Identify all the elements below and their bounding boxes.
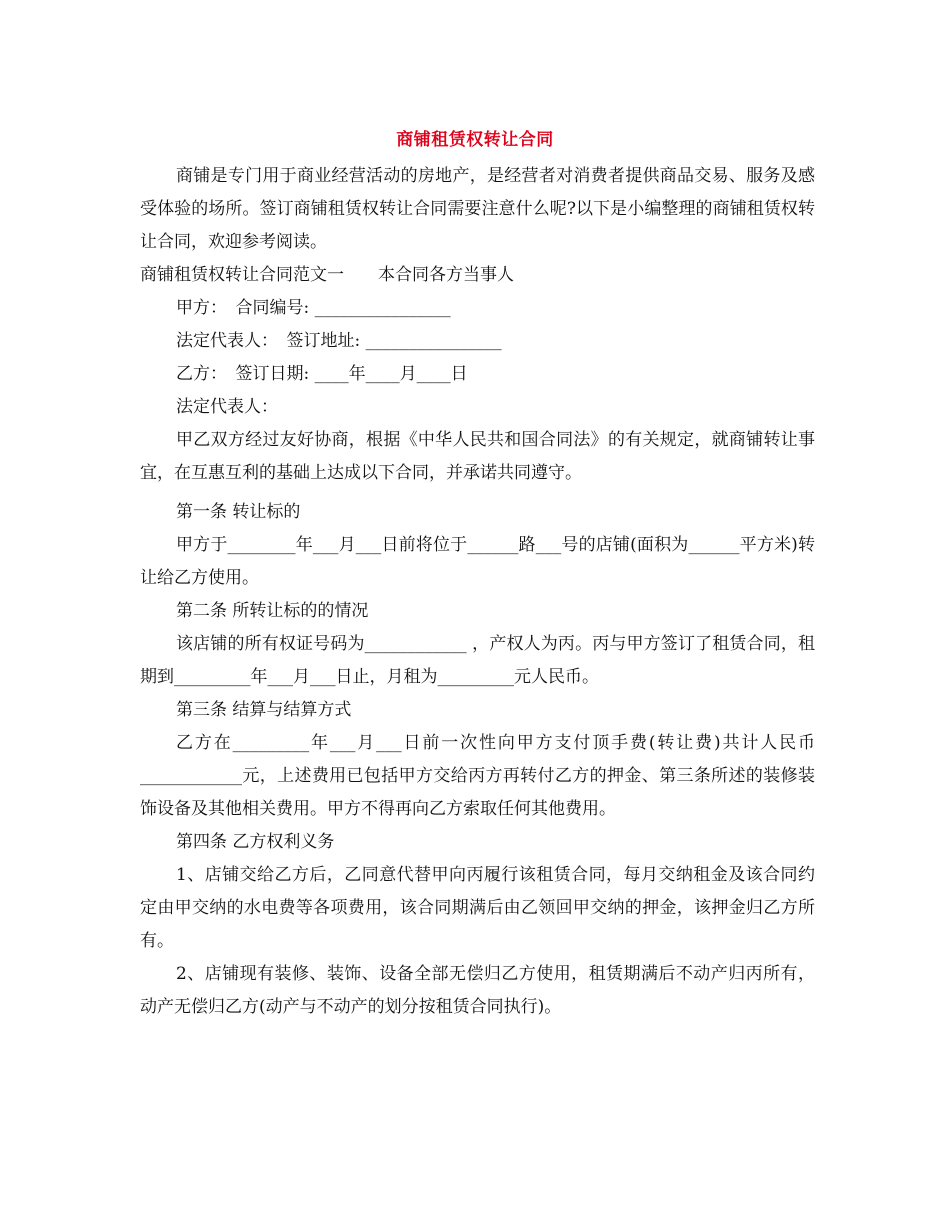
article-2-paragraph: 该店铺的所有权证号码为____________ ，产权人为丙。丙与甲方签订了租赁合同，租期到_________年___月___日止，月租为_________元人民币。 xyxy=(140,634,815,687)
document-body xyxy=(140,160,815,1024)
article-3-paragraph: 乙方在_________年___月___日前一次性向甲方支付顶手费(转让费)共计人民币____________元，上述费用已包括甲方交给丙方再转付乙方的押金、第三条所述的装修装饰设备及其他相关费用。甲方不得再向乙方索取任何其他费用。 xyxy=(140,733,815,819)
party-b-representative-line: 法定代表人： xyxy=(176,397,278,417)
article-4-heading: 第四条 乙方权利义务 xyxy=(176,832,335,852)
article-1-paragraph: 甲方于________年___月___日前将位于______路___号的店铺(面积为______平方米)转让给乙方使用。 xyxy=(140,535,815,588)
article-4-item-2: 2、店铺现有装修、装饰、设备全部无偿归乙方使用，租赁期满后不动产归丙所有，动产无偿归乙方(动产与不动产的划分按租赁合同执行)。 xyxy=(140,964,815,1017)
article-2-heading: 第二条 所转让标的的情况 xyxy=(176,601,369,621)
section-heading: 商铺租赁权转让合同范文一 本合同各方当事人 xyxy=(140,265,514,285)
document-title: 商铺租赁权转让合同 xyxy=(396,130,554,150)
article-1-heading: 第一条 转让标的 xyxy=(176,502,301,522)
article-3-heading: 第三条 结算与结算方式 xyxy=(176,700,352,720)
intro-paragraph: 商铺是专门用于商业经营活动的房地产，是经营者对消费者提供商品交易、服务及感受体验的场所。签订商铺租赁权转让合同需要注意什么呢?以下是小编整理的商铺租赁权转让合同，欢迎参考阅读。 xyxy=(140,166,815,252)
party-a-representative-line: 法定代表人： 签订地址: ________________ xyxy=(176,331,502,351)
party-b-line: 乙方： 签订日期: ____年____月____日 xyxy=(176,364,468,384)
preamble-paragraph: 甲乙双方经过友好协商，根据《中华人民共和国合同法》的有关规定，就商铺转让事宜，在互惠互利的基础上达成以下合同，并承诺共同遵守。 xyxy=(140,430,815,483)
party-a-line: 甲方： 合同编号: ________________ xyxy=(176,298,451,318)
article-4-item-1: 1、店铺交给乙方后，乙同意代替甲向丙履行该租赁合同，每月交纳租金及该合同约定由甲交纳的水电费等各项费用，该合同期满后由乙领回甲交纳的押金，该押金归乙方所有。 xyxy=(140,865,815,951)
